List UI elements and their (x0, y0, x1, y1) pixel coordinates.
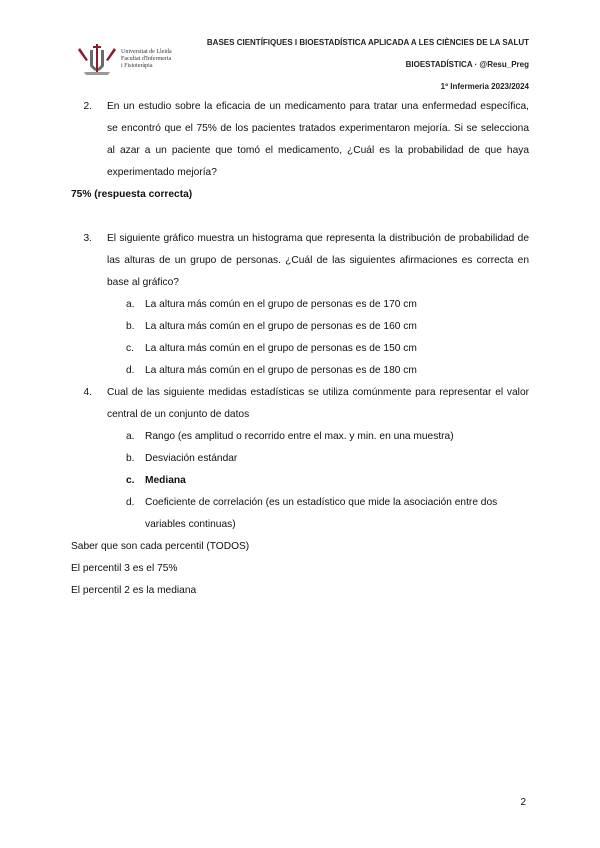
option-item: a. La altura más común en el grupo de personas es de 170 cm (126, 299, 417, 310)
header-subject: BIOESTADÍSTICA · @Resu_Preg (405, 60, 529, 69)
question-number: 2. (83, 101, 92, 112)
question-text: Cual de las siguiente medidas estadísticas se utiliza comúnmente para representar el valor central de un conjunto de datos (107, 387, 529, 420)
option-item: b. Desviación estándar (126, 453, 238, 464)
option-item: b. La altura más común en el grupo de personas es de 160 cm (126, 321, 417, 332)
option-item: c. La altura más común en el grupo de personas es de 150 cm (126, 343, 417, 354)
question-number: 3. (83, 233, 92, 244)
question-2-answer: 75% (respuesta correcta) (71, 189, 193, 200)
document-body (71, 96, 529, 602)
university-emblem-icon (76, 42, 118, 80)
question-number: 4. (83, 387, 92, 398)
question-text: En un estudio sobre la eficacia de un medicamento para tratar una enfermedad específica, se encontró que el 75% de los pacientes tratados experimentaron mejoría. Si se selecciona al azar a un paciente que tomó el medicamento, ¿Cuál es la probabilidad de que haya experimentado mejoría? (107, 101, 529, 178)
note-line: Saber que son cada percentil (TODOS) (71, 541, 250, 552)
header-course-title: BASES CIENTÍFIQUES I BIOESTADÍSTICA APLICADA A LES CIÈNCIES DE LA SALUT (206, 38, 529, 47)
question-3 (71, 228, 529, 294)
question-4 (71, 382, 529, 426)
question-2 (71, 96, 529, 184)
question-text: El siguiente gráfico muestra un histograma que representa la distribución de probabilidad de las alturas de un grupo de personas. ¿Cuál de las siguientes afirmaciones es correcta en base al gráfico? (107, 233, 529, 288)
option-item-correct: c. Mediana (126, 475, 186, 486)
question-3-options (126, 294, 529, 382)
option-item: a. Rango (es amplitud o recorrido entre el max. y min. en una muestra) (126, 431, 454, 442)
option-item: d. La altura más común en el grupo de personas es de 180 cm (126, 365, 417, 376)
header-year: 1º Infermeria 2023/2024 (440, 82, 529, 91)
note-line: El percentil 3 es el 75% (71, 563, 178, 574)
question-4-options (126, 426, 529, 536)
university-name: Universitat de Lleida Facultat d'Infermeria i Fisioteràpia (121, 49, 172, 69)
university-logo (76, 42, 196, 80)
page-number: 2 (520, 797, 526, 808)
option-item: d. Coeficiente de correlación (es un estadístico que mide la asociación entre dos variables continuas) (126, 497, 498, 530)
note-line: El percentil 2 es la mediana (71, 585, 197, 596)
